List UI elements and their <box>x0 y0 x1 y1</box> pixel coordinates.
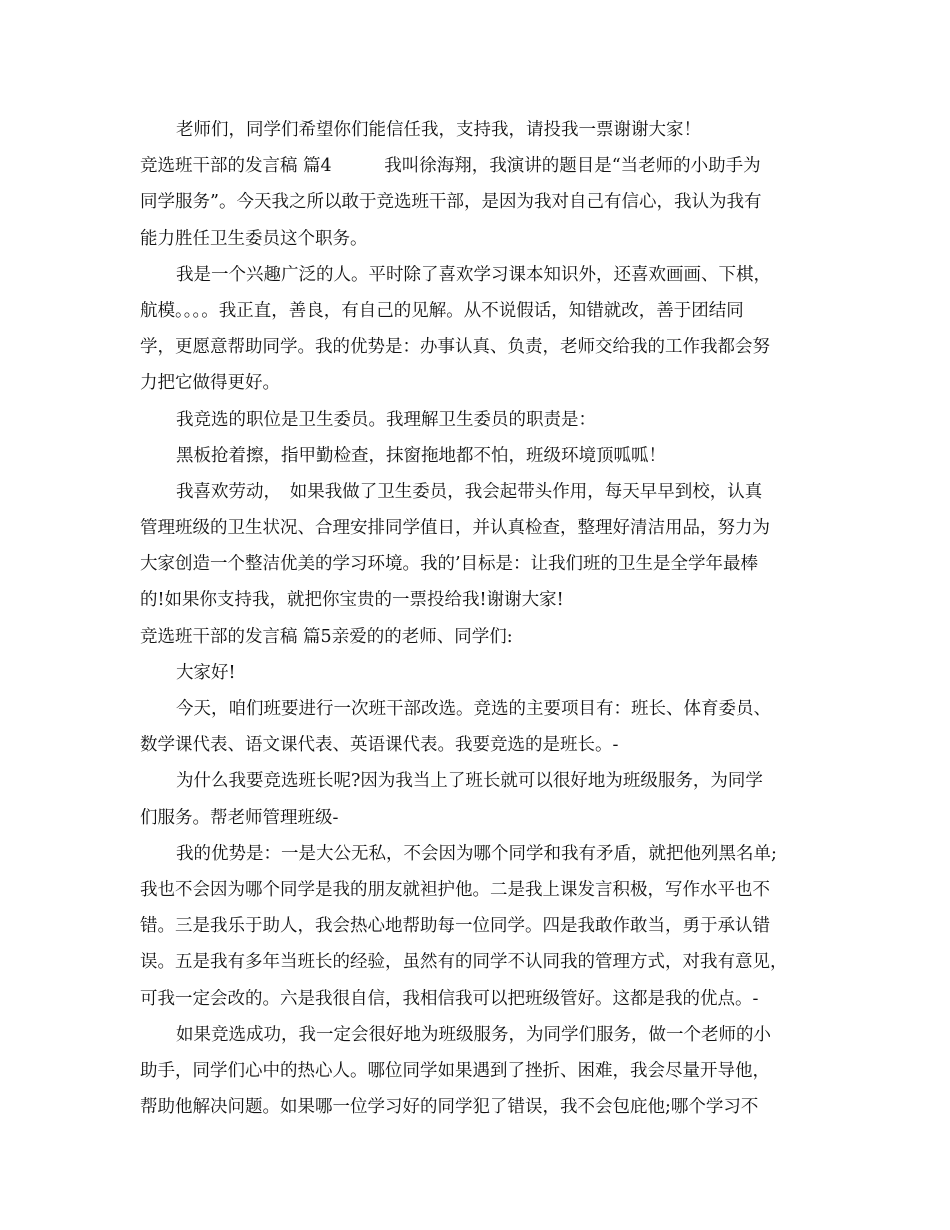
text-line: 学，更愿意帮助同学。我的优势是：办事认真、负责，老师交给我的工作我都会努 <box>140 337 770 358</box>
text-line: 大家好! <box>176 662 236 683</box>
text-line: 大家创造一个整洁优美的学习环境。我的’目标是：让我们班的卫生是全学年最棒 <box>140 554 759 575</box>
text-line: 能力胜任卫生委员这个职务。 <box>140 228 368 249</box>
text-line: 数学课代表、语文课代表、英语课代表。我要竞选的是班长。- <box>140 735 619 756</box>
text-line: 我的优势是：一是大公无私，不会因为哪个同学和我有矛盾，就把他列黑名单; <box>176 843 777 864</box>
text-line: 帮助他解决问题。如果哪一位学习好的同学犯了错误，我不会包庇他;哪个学习不 <box>140 1097 759 1118</box>
text-line: 助手，同学们心中的热心人。哪位同学如果遇到了挫折、困难，我会尽量开导他， <box>140 1060 770 1081</box>
text-line: 我也不会因为哪个同学是我的朋友就袒护他。二是我上课发言积极，写作水平也不 <box>140 879 770 900</box>
text-line: 可我一定会改的。六是我很自信，我相信我可以把班级管好。这都是我的优点。- <box>140 988 759 1009</box>
text-line: 竞选班干部的发言稿 篇4 我叫徐海翔，我演讲的题目是“当老师的小助手为 <box>140 156 761 177</box>
text-line: 力把它做得更好。 <box>140 373 280 394</box>
document-body <box>140 112 820 1125</box>
text-line: 为什么我要竞选班长呢?因为我当上了班长就可以很好地为班级服务，为同学 <box>176 771 763 792</box>
text-line: 们服务。帮老师管理班级- <box>140 807 339 828</box>
text-line: 我喜欢劳动， 如果我做了卫生委员，我会起带头作用，每天早早到校，认真 <box>176 481 763 502</box>
text-line: 误。五是我有多年当班长的经验，虽然有的同学不认同我的管理方式，对我有意见， <box>140 952 788 973</box>
text-line: 我是一个兴趣广泛的人。平时除了喜欢学习课本知识外，还喜欢画画、下棋， <box>176 264 771 285</box>
text-line: 错。三是我乐于助人，我会热心地帮助每一位同学。四是我敢作敢当，勇于承认错 <box>140 916 770 937</box>
text-line: 黑板抢着擦，指甲勤检查，抹窗拖地都不怕，班级环境顶呱呱！ <box>176 445 666 466</box>
text-line: 老师们，同学们希望你们能信任我，支持我，请投我一票谢谢大家！ <box>176 120 701 140</box>
text-line: 管理班级的卫生状况、合理安排同学值日，并认真检查，整理好清洁用品，努力为 <box>140 518 770 539</box>
text-line: 如果竞选成功，我一定会很好地为班级服务，为同学们服务，做一个老师的小 <box>176 1024 771 1045</box>
text-line: 今天，咱们班要进行一次班干部改选。竞选的主要项目有：班长、体育委员、 <box>176 699 771 719</box>
text-line: 我竞选的职位是卫生委员。我理解卫生委员的职责是： <box>176 409 596 430</box>
text-line: 的!如果你支持我，就把你宝贵的一票投给我!谢谢大家! <box>140 590 564 611</box>
text-line: 同学服务”。今天我之所以敢于竞选班干部，是因为我对自己有信心，我认为我有 <box>140 192 762 213</box>
text-line: 航模。。。。我正直，善良，有自己的见解。从不说假话，知错就改，善于团结同 <box>140 300 744 321</box>
text-line: 竞选班干部的发言稿 篇5亲爱的的老师、同学们: <box>140 626 513 647</box>
